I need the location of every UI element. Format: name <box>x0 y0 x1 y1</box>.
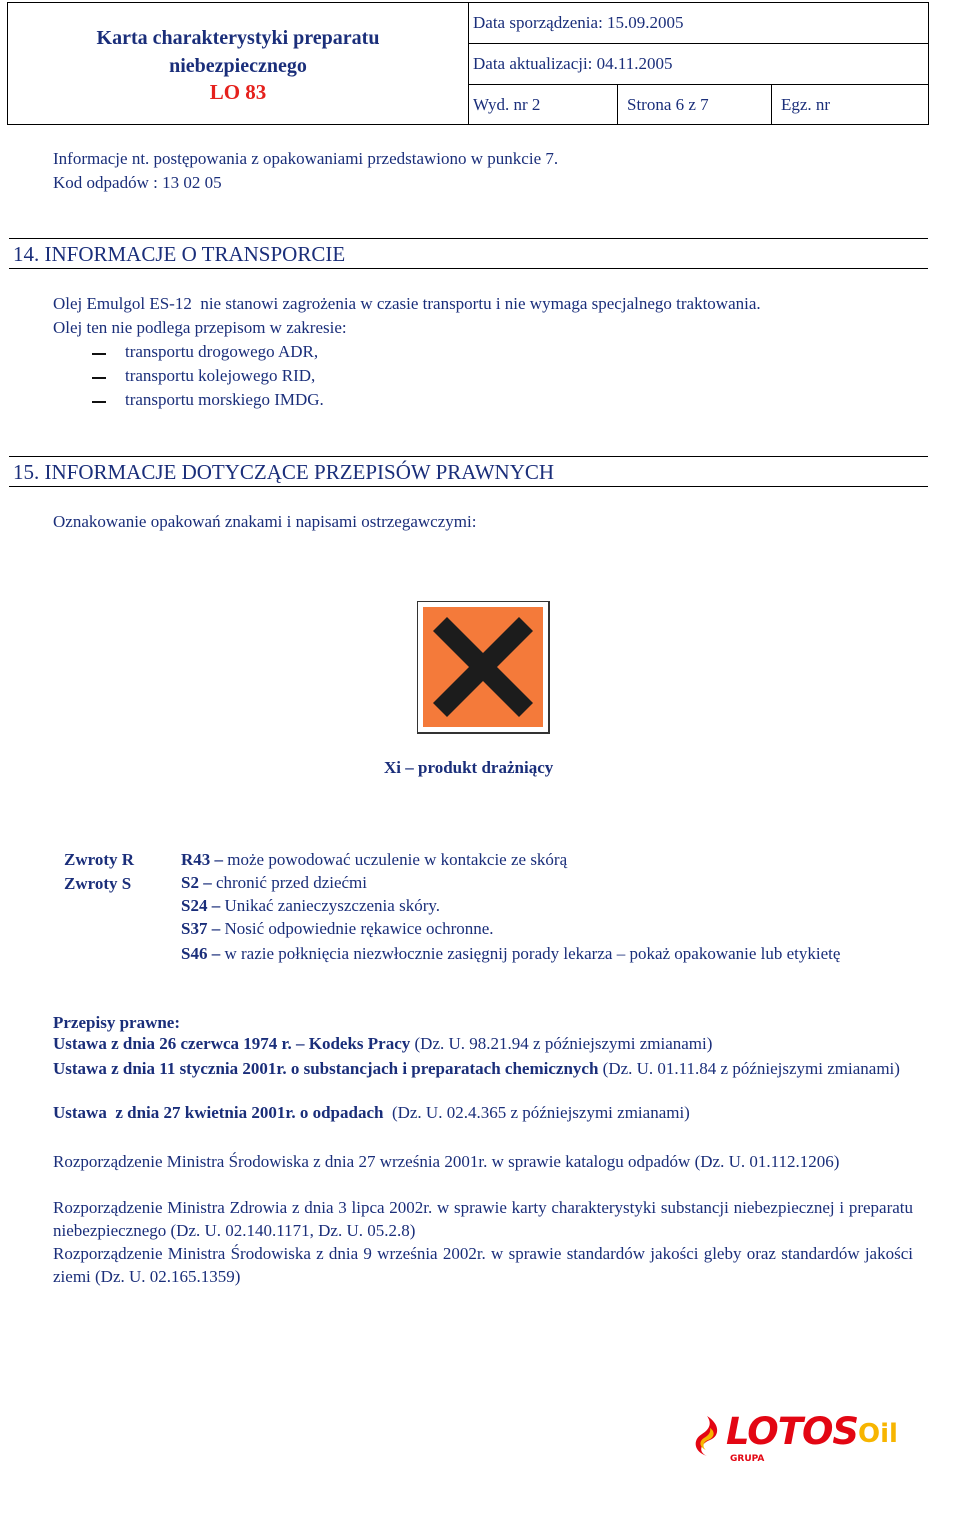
phrase-text: chronić przed dziećmi <box>211 873 368 892</box>
lotos-flame-icon <box>690 1414 724 1458</box>
lotos-logo <box>690 1410 905 1470</box>
law-reference: (Dz. U. 02.4.365 z późniejszymi zmianami) <box>383 1103 690 1122</box>
copy-number: Egz. nr <box>781 95 831 114</box>
s-phrases-label: Zwroty S <box>64 874 132 893</box>
header-title-cell <box>8 3 469 124</box>
packaging-info: Informacje nt. postępowania z opakowaniami przedstawiono w punkcie 7. <box>53 149 559 168</box>
section14-rule-top <box>9 238 928 239</box>
irritant-hazard-icon <box>417 601 551 735</box>
header-row-meta <box>468 85 928 124</box>
section15-rule-top <box>9 456 928 457</box>
phrase-text: może powodować uczulenie w kontakcie ze skórą <box>223 850 568 869</box>
header-row-created <box>468 3 928 44</box>
phrase-s2 <box>181 873 367 893</box>
logo-suffix: Oil <box>858 1419 898 1449</box>
list-dash <box>92 401 106 403</box>
phrase-code: S2 – <box>181 873 212 892</box>
logo-brand: LOTOS <box>726 1410 859 1453</box>
phrase-code: S37 – <box>181 919 221 938</box>
phrase-text: Unikać zanieczyszczenia skóry. <box>220 896 440 915</box>
symbol-caption: Xi – produkt drażniący <box>384 758 554 777</box>
date-updated: Data aktualizacji: 04.11.2005 <box>473 54 673 73</box>
law-chemicals <box>53 1057 913 1080</box>
law-title: Ustawa z dnia 11 stycznia 2001r. o substancjach i preparatach chemicznych <box>53 1059 599 1078</box>
phrase-text: w razie połknięcia niezwłocznie zasięgnij porady lekarza – pokaż opakowanie lub etykietę <box>220 944 841 963</box>
edition-number: Wyd. nr 2 <box>473 95 541 114</box>
waste-code: Kod odpadów : 13 02 05 <box>53 173 222 192</box>
list-dash <box>92 353 106 355</box>
transport-statement: Olej Emulgol ES-12 nie stanowi zagrożenia w czasie transportu i nie wymaga specjalnego traktowania. <box>53 294 761 313</box>
phrase-s24 <box>181 896 440 916</box>
phrase-text: Nosić odpowiednie rękawice ochronne. <box>220 919 494 938</box>
transport-item: transportu morskiego IMDG. <box>125 390 324 409</box>
law-labour-code <box>53 1034 913 1054</box>
document-header <box>7 2 929 125</box>
r-phrases-label: Zwroty R <box>64 850 135 869</box>
regulation-waste-catalogue: Rozporządzenie Ministra Środowiska z dnia 27 września 2001r. w sprawie katalogu odpadów (Dz. U. 01.112.1206) <box>53 1152 840 1171</box>
section15-rule-bottom <box>9 486 928 487</box>
transport-item: transportu drogowego ADR, <box>125 342 319 361</box>
section15-title: 15. INFORMACJE DOTYCZĄCE PRZEPISÓW PRAWNYCH <box>13 460 555 484</box>
law-title: Ustawa z dnia 26 czerwca 1974 r. – Kodeks Pracy <box>53 1034 411 1053</box>
labeling-intro: Oznakowanie opakowań znakami i napisami ostrzegawczymi: <box>53 512 477 531</box>
phrase-code: S46 – <box>181 944 221 963</box>
law-reference: (Dz. U. 01.11.84 z późniejszymi zmianami) <box>598 1059 900 1078</box>
product-code: LO 83 <box>209 80 267 104</box>
document-title: Karta charakterystyki preparatu <box>96 27 380 49</box>
phrase-code: S24 – <box>181 896 221 915</box>
logo-group-label: GRUPA <box>730 1454 765 1464</box>
date-created: Data sporządzenia: 15.09.2005 <box>473 13 684 32</box>
section14-rule-bottom <box>9 268 928 269</box>
transport-item: transportu kolejowego RID, <box>125 366 316 385</box>
regulations-heading: Przepisy prawne: <box>53 1013 181 1032</box>
page-number: Strona 6 z 7 <box>627 95 709 114</box>
regulation-safety-data-sheet: Rozporządzenie Ministra Zdrowia z dnia 3 lipca 2002r. w sprawie karty charakterystyki substancji niebezpiecznej i preparatu niebezpiecznego (Dz. U. 02.140.1171, Dz. U. 05.2.8) <box>53 1198 913 1240</box>
header-row-updated <box>468 44 928 85</box>
phrase-code: R43 – <box>181 850 224 869</box>
phrase-s37 <box>181 919 494 939</box>
section14-title: 14. INFORMACJE O TRANSPORCIE <box>13 242 346 266</box>
document-title-line2: niebezpiecznego <box>169 55 307 77</box>
regulation-soil-standards: Rozporządzenie Ministra Środowiska z dnia 9 września 2002r. w sprawie standardów jakości gleby oraz standardów jakości ziemi (Dz. U. 02.165.1359) <box>53 1244 913 1286</box>
law-title: Ustawa z dnia 27 kwietnia 2001r. o odpadach <box>53 1103 384 1122</box>
transport-exemption: Olej ten nie podlega przepisom w zakresie: <box>53 318 347 337</box>
law-reference: (Dz. U. 98.21.94 z późniejszymi zmianami) <box>410 1034 713 1053</box>
list-dash <box>92 377 106 379</box>
phrase-s46 <box>181 942 901 965</box>
phrase-r43 <box>181 850 567 870</box>
law-waste <box>53 1103 913 1123</box>
